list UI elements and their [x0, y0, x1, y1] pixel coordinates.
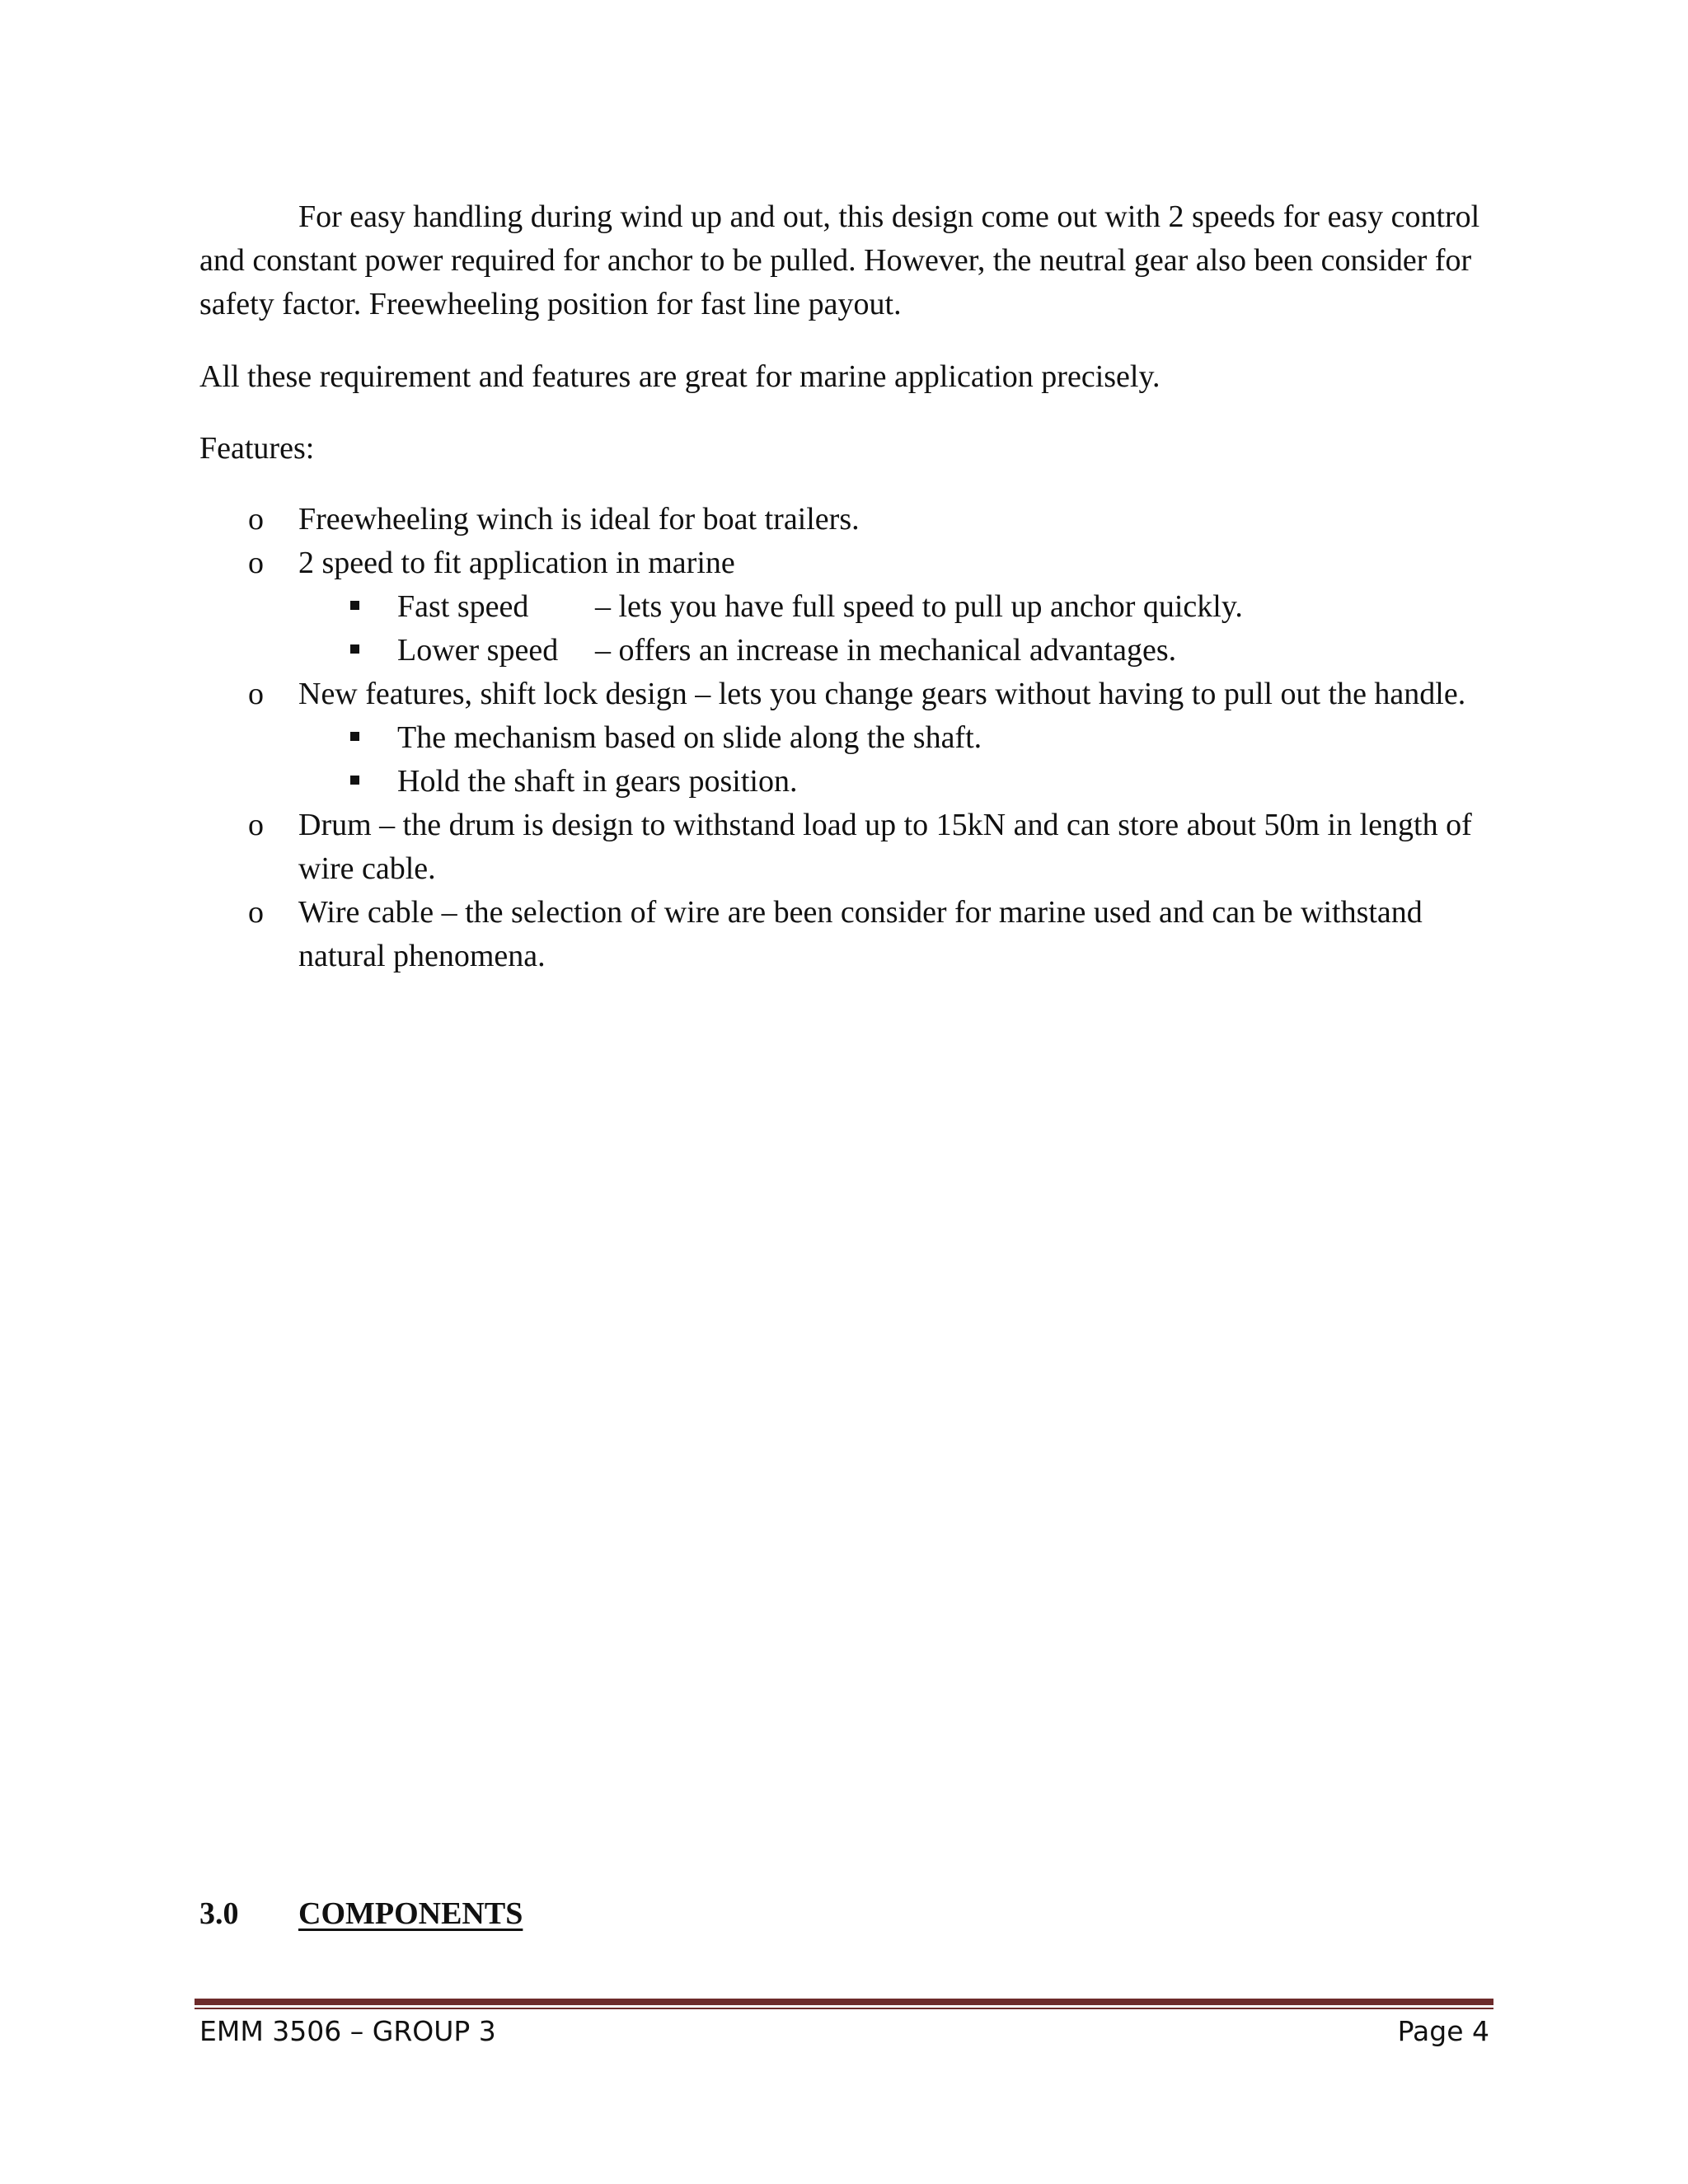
- footer-rule-thick: [195, 1999, 1493, 2005]
- intro-paragraph: For easy handling during wind up and out, this design come out with 2 speeds for easy control and constant power required for anchor to be pulled. However, the neutral gear also been consider for safety factor. Freewheeling position for fast line payout.: [199, 199, 1480, 321]
- list-item-text: Drum – the drum is design to withstand load up to 15kN and can store about 50m in length of wire cable.: [298, 808, 1472, 886]
- sub-item-text: Hold the shaft in gears position.: [397, 764, 798, 799]
- section-number: 3.0: [199, 1896, 239, 1931]
- section-title: COMPONENTS: [298, 1896, 523, 1931]
- sub-list-item: [199, 629, 1493, 673]
- sub-item-desc: – lets you have full speed to pull up anchor quickly.: [595, 589, 1243, 624]
- sub-list-item: [199, 585, 1493, 629]
- footer-rule-thin: [195, 2008, 1493, 2009]
- list-item: [199, 804, 1493, 891]
- list-item-text: New features, shift lock design – lets you change gears without having to pull out the handle.: [298, 677, 1466, 711]
- circle-bullet-icon: o: [248, 546, 264, 580]
- sub-list-item: [199, 760, 1493, 804]
- features-list: [199, 498, 1493, 978]
- list-item-text: 2 speed to fit application in marine: [298, 546, 735, 580]
- list-item: [199, 541, 1493, 673]
- section-heading: [199, 1892, 523, 1936]
- sub-item-term: Fast speed: [397, 589, 529, 624]
- sub-list-item: [199, 716, 1493, 760]
- list-item: [199, 673, 1493, 804]
- circle-bullet-icon: o: [248, 677, 264, 711]
- square-bullet-icon: [350, 601, 359, 610]
- summary-paragraph: All these requirement and features are great for marine application precisely.: [199, 359, 1160, 394]
- list-item-text: Freewheeling winch is ideal for boat trailers.: [298, 502, 860, 537]
- footer-course-label: EMM 3506 – GROUP 3: [199, 2015, 496, 2047]
- square-bullet-icon: [350, 732, 359, 741]
- features-label: Features:: [199, 431, 315, 466]
- circle-bullet-icon: o: [248, 808, 264, 842]
- square-bullet-icon: [350, 644, 359, 654]
- footer-rule: [195, 1999, 1493, 2010]
- list-item-text: Wire cable – the selection of wire are been consider for marine used and can be withstand natural phenomena.: [298, 895, 1423, 973]
- sub-item-term: Lower speed: [397, 633, 559, 668]
- sub-item-text: The mechanism based on slide along the shaft.: [397, 720, 982, 755]
- footer-page-number: Page 4: [1397, 2015, 1489, 2047]
- circle-bullet-icon: o: [248, 895, 264, 930]
- sub-item-desc: – offers an increase in mechanical advantages.: [595, 633, 1177, 668]
- sub-list: [298, 585, 1493, 673]
- list-item: [199, 891, 1493, 978]
- list-item: [199, 498, 1493, 541]
- square-bullet-icon: [350, 776, 359, 785]
- circle-bullet-icon: o: [248, 502, 264, 537]
- sub-list: [298, 716, 1493, 804]
